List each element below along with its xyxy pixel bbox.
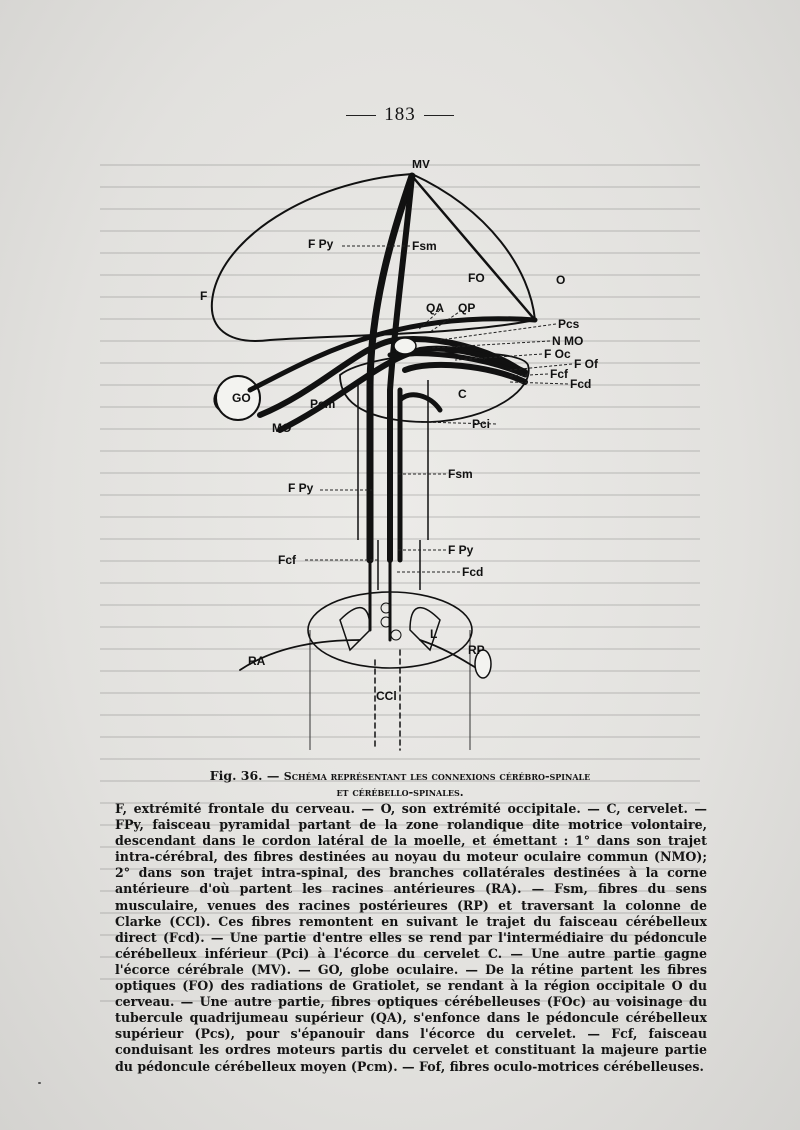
label-foc: F Oc	[544, 347, 571, 361]
label-fcd-low: Fcd	[462, 565, 484, 579]
label-fsm-mid: Fsm	[448, 467, 473, 481]
label-fpy-mid: F Py	[288, 481, 314, 495]
label-go: GO	[232, 391, 251, 405]
label-ra: RA	[248, 654, 266, 668]
label-l: L	[430, 627, 438, 641]
caption-line2: et cérébello-spinales.	[336, 786, 464, 799]
label-ccl: CCl	[376, 689, 397, 703]
legend-text: F, extrémité frontale du cerveau. — O, son extrémité occipitale. — C, cervelet. — FPy, faisceau pyramidal partant de la zone rolandique dite motrice volontaire, descendant dans le cordon latéral de la moelle, et émettant : 1° dans son trajet intra-cérébral, des fibres destinées au noyau du moteur oculaire commun (NMO); 2° dans son trajet intra-spinal, des branches collatérales destinées à la corne antérieure d'où partent les racines antérieures (RA). — Fsm, fibres du sens musculaire, venues des racines postérieures (RP) et traversant la colonne de Clarke (CCl). Ces fibres remontent en suivant le trajet du faisceau cérébelleux direct (Fcd). — Une partie d'entre elles se rend par l'intermédiaire du pédoncule cérébelleux inférieur (Pci) à l'écorce du cervelet C. — Une autre partie gagne l'écorce cérébrale (MV). — GO, globe oculaire. — De la rétine partent les fibres optiques (FO) des radiations de Gratiolet, se rendant à la région occipitale O du cerveau. — Une autre partie, fibres optiques cérébelleuses (FOc) au voisinage du tubercule quadrijumeau supérieur (QA), s'enfonce dans le pédoncule cérébelleux supérieur (Pcs), pour s'épanouir dans l'écorce du cervelet. — Fcf, faisceau conduisant les ordres moteurs partis du cervelet et constituant la majeure partie du pédoncule cérébelleux moyen (Pcm). — Fof, fibres oculo-motrices cérébelleuses.	[115, 801, 707, 1074]
label-fcf-top: Fcf	[550, 367, 568, 381]
label-fsm-top: Fsm	[412, 239, 437, 253]
label-f: F	[200, 289, 208, 303]
label-fpy-low: F Py	[448, 543, 474, 557]
paper-speck	[38, 1082, 41, 1084]
label-rp: RP	[468, 643, 485, 657]
page-number-value: 183	[384, 104, 416, 125]
label-fcd-top: Fcd	[570, 377, 592, 391]
figure-legend	[115, 801, 707, 1075]
label-mo: MO	[272, 421, 292, 435]
caption-fig: Fig. 36. —	[209, 768, 280, 783]
label-pcs: Pcs	[558, 317, 580, 331]
label-qp: QP	[458, 301, 476, 315]
label-fof: F Of	[574, 357, 598, 371]
label-mv: MV	[412, 160, 430, 171]
label-pci: Pci	[472, 417, 491, 431]
anatomical-figure	[190, 160, 610, 760]
label-c: C	[458, 387, 467, 401]
label-pcm: Pcm	[310, 397, 336, 411]
label-fcf-low: Fcf	[278, 553, 296, 567]
label-qa: QA	[426, 301, 444, 315]
page-number	[0, 104, 800, 126]
figure-caption	[0, 768, 800, 800]
label-o: O	[556, 273, 566, 287]
label-nmo: N MO	[552, 334, 584, 348]
nucleus-oculomotor	[394, 338, 416, 354]
label-fo: FO	[468, 271, 485, 285]
label-fpy-top: F Py	[308, 237, 334, 251]
caption-line1: Schéma représentant les connexions cérébro-spinale	[283, 770, 591, 783]
